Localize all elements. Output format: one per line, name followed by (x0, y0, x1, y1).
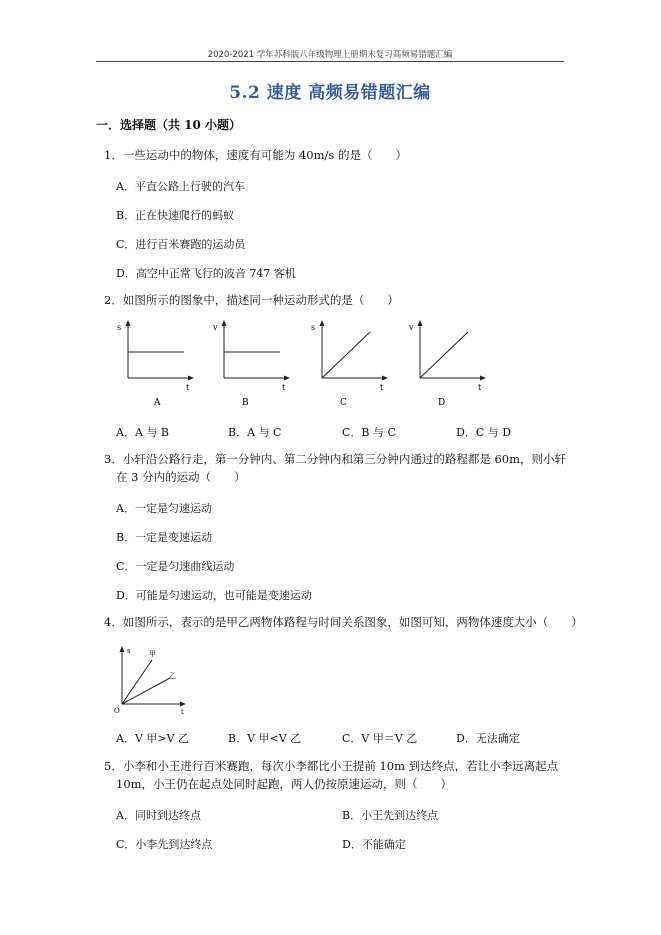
graph-d (406, 318, 492, 410)
graph-c-ylabel: s (311, 323, 316, 332)
question-4-option-b: B．V 甲<V 乙 (228, 732, 302, 745)
question-2-option-b: B．A 与 C (228, 426, 282, 439)
graph-d-xlabel: t (478, 383, 482, 392)
graph-c (308, 318, 394, 410)
question-3-option-b: B．一定是变速运动 (116, 531, 213, 544)
question-5-stem-line2: 10m，小王仍在起点处同时起跑，两人仍按原速运动，则（ ） (116, 777, 453, 791)
question-5-option-b: B．小王先到达终点 (342, 809, 439, 822)
question-1-option-c: C．进行百米赛跑的运动员 (116, 238, 246, 251)
graph-a-caption: A (154, 398, 161, 408)
question-3-stem-line2: 在 3 分内的运动（ ） (116, 470, 246, 484)
header-divider (96, 61, 564, 62)
question-1-option-a: A．平直公路上行驶的汽车 (116, 180, 245, 193)
graph-q4-ylabel: s (127, 647, 131, 655)
question-4-stem: 4．如图所示，表示的是甲乙两物体路程与时间关系图象，如图可知，两物体速度大小（ ） (104, 615, 583, 629)
question-3-option-c: C．一定是匀速曲线运动 (116, 560, 235, 573)
section-heading: 一．选择题（共 10 小题） (96, 118, 242, 132)
graph-a (114, 318, 200, 410)
question-3-option-a: A．一定是匀速运动 (116, 502, 212, 515)
graph-q4-origin: O (114, 707, 120, 714)
question-5-option-a: A．同时到达终点 (116, 809, 201, 822)
question-4-option-d: D．无法确定 (456, 732, 520, 745)
question-3-stem-line1: 3．小轩沿公路行走，第一分钟内、第二分钟内和第三分钟内通过的路程都是 60m，则小轩 (104, 452, 567, 466)
graph-a-xlabel: t (186, 383, 190, 392)
question-2-stem: 2．如图所示的图象中，描述同一种运动形式的是（ ） (104, 293, 399, 307)
question-2-option-c: C．B 与 C (342, 426, 396, 439)
graph-b (210, 318, 296, 410)
graph-c-caption: C (340, 398, 347, 408)
question-1-stem: 1．一些运动中的物体，速度有可能为 40m/s 的是（ ） (104, 148, 407, 162)
graph-c-xlabel: t (380, 383, 384, 392)
page-title: 5.2 速度 高频易错题汇编 (229, 83, 431, 103)
graph-d-ylabel: v (409, 323, 414, 332)
question-5-option-d: D．不能确定 (342, 838, 406, 851)
graph-b-caption: B (242, 398, 249, 408)
question-4-option-a: A．V 甲>V 乙 (116, 732, 190, 745)
graph-a-ylabel: s (117, 323, 122, 332)
question-1-option-b: B．正在快速爬行的蚂蚁 (116, 209, 235, 222)
graph-q4-xlabel: t (181, 708, 184, 714)
question-2-option-d: D．C 与 D (456, 426, 512, 439)
question-4-option-c: C．V 甲＝V 乙 (342, 732, 418, 745)
graph-b-xlabel: t (282, 383, 286, 392)
graph-q4-line2-label: 乙 (169, 672, 176, 680)
graph-q4 (112, 642, 192, 714)
question-3-option-d: D．可能是匀速运动，也可能是变速运动 (116, 589, 312, 602)
question-1-option-d: D．高空中正常飞行的波音 747 客机 (116, 267, 296, 280)
question-5-stem-line1: 5．小李和小王进行百米赛跑，每次小李都比小王提前 10m 到达终点，若让小李远离起点 (104, 759, 559, 773)
graph-d-caption: D (438, 398, 446, 408)
page-header: 2020-2021 学年苏科版八年级物理上册期末复习高频易错题汇编 (207, 50, 453, 60)
graph-q4-line1-label: 甲 (149, 650, 156, 658)
question-5-option-c: C．小李先到达终点 (116, 838, 213, 851)
graph-b-ylabel: v (213, 323, 218, 332)
question-2-option-a: A．A 与 B (116, 426, 169, 439)
